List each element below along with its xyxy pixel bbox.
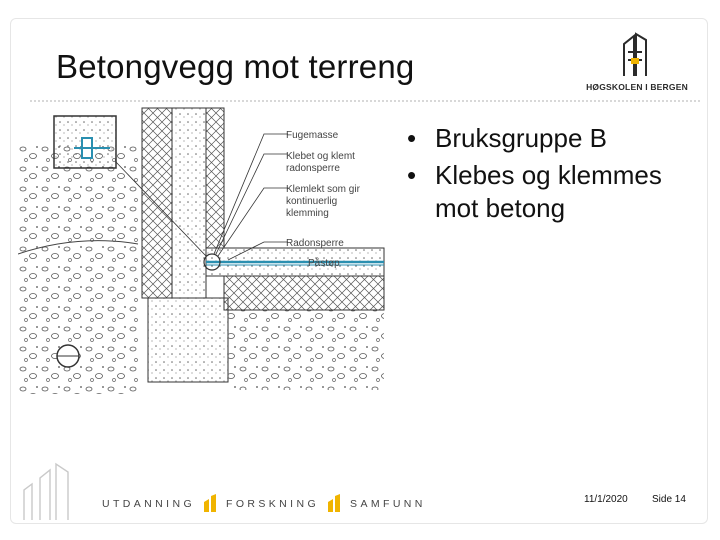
bullet-list [405, 122, 705, 229]
title-divider [30, 100, 700, 102]
footer-building-mark [18, 460, 78, 520]
label-pastop: Påstøp [308, 258, 340, 269]
bullet-dot-icon: • [407, 160, 417, 190]
wall-insulation-outer [142, 108, 172, 298]
building-outline-icon [18, 460, 78, 520]
bullet-item [405, 159, 705, 225]
slide-date: 11/1/2020 [584, 494, 628, 505]
slide-title: Betongvegg mot terreng [56, 48, 415, 85]
floor-insulation [224, 276, 384, 310]
bullet-text: Klebes og klemmes mot betong [435, 160, 662, 223]
label-klebet: Klebet og klemt [286, 151, 355, 162]
label-klemlekt: Klemlekt som gir [286, 184, 360, 195]
footer-word-forskning: FORSKNING [226, 498, 320, 510]
building-logo-icon [584, 30, 690, 82]
bullet-item [405, 122, 705, 155]
label-klemming: klemming [286, 208, 329, 219]
wall-insulation-inner [206, 108, 224, 248]
footer-separator-icon [203, 494, 217, 515]
construction-detail-drawing [18, 104, 392, 394]
footing [148, 298, 228, 382]
label-kontinuerlig: kontinuerlig [286, 196, 338, 207]
bullet-text: Bruksgruppe B [435, 123, 607, 153]
bullet-dot-icon: • [407, 123, 417, 153]
footer-word-samfunn: SAMFUNN [350, 498, 426, 510]
footer-separator-icon [327, 494, 341, 515]
footer-word-utdanning: UTDANNING [102, 498, 196, 510]
floor-fill [228, 310, 384, 390]
logo-text: HØGSKOLEN I BERGEN [586, 82, 688, 92]
label-radonsperre-2: Radonsperre [286, 238, 344, 249]
concrete-wall [172, 108, 206, 298]
label-fugemasse: Fugemasse [286, 130, 339, 141]
slide-number: Side 14 [652, 494, 686, 505]
footer-tagline [102, 494, 426, 514]
hib-logo [584, 30, 690, 94]
label-radonsperre-1: radonsperre [286, 163, 340, 174]
